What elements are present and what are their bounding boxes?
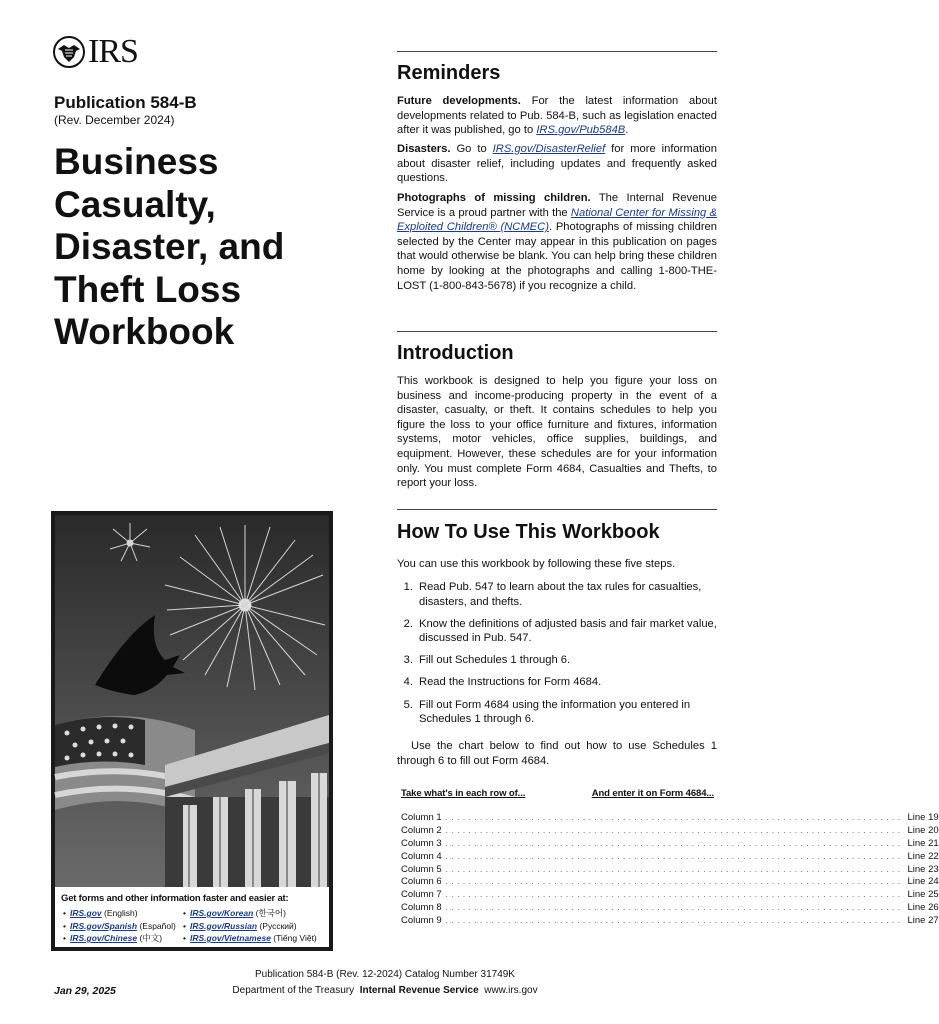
leader-dots: ................................................................................ (445, 916, 904, 926)
footer-dept: Department of the Treasury (232, 985, 355, 996)
language-label: (한국어) (255, 908, 286, 918)
step-text: Read Pub. 547 to learn about the tax rules for casualties, disasters, and thefts. (419, 581, 702, 608)
column-label: Column 8 (401, 902, 442, 914)
line-label: Line 22 (907, 850, 939, 862)
table-header-right: And enter it on Form 4684... (591, 788, 714, 799)
future-developments-text: For the latest information about developments related to Pub. 584-B, such as legislation enacted after it was published, go to (397, 95, 718, 137)
cover-photo (51, 511, 333, 951)
pub584b-link[interactable]: IRS.gov/Pub584B (536, 124, 626, 137)
disasters-lead: Disasters. (397, 143, 451, 155)
step-text: Fill out Form 4684 using the information you entered in Schedules 1 through 6. (419, 698, 691, 726)
line-label: Line 20 (907, 824, 939, 836)
step-number: 4. (403, 676, 413, 689)
caption-heading: Get forms and other information faster and easier at: (61, 893, 289, 904)
missing-children-lead: Photographs of missing children. (397, 192, 591, 204)
step-number: 2. (403, 617, 413, 630)
table-row (401, 863, 939, 877)
table-row (401, 889, 939, 902)
line-label: Line 25 (907, 889, 939, 901)
ncmec-link[interactable]: National Center for Missing & Exploited Children® (NCMEC) (397, 206, 717, 234)
line-label: Line 26 (907, 902, 939, 914)
steps-list (397, 580, 717, 734)
leader-dots: ................................................................................ (445, 813, 904, 822)
form-4684-table (401, 788, 939, 928)
footer-department (0, 985, 770, 996)
how-to-intro: You can use this workbook by following these five steps. (397, 558, 676, 570)
table-rows (401, 812, 939, 928)
future-developments-lead: Future developments. (397, 95, 521, 107)
step-item (397, 617, 717, 646)
line-label: Line 27 (907, 915, 939, 927)
step-number: 3. (403, 654, 413, 667)
step-item (397, 698, 717, 727)
step-number: 1. (403, 581, 413, 593)
chart-intro: Use the chart below to find out how to use Schedules 1 through 6 to fill out Form 4684. (397, 740, 717, 767)
publication-number: Publication 584-B (54, 93, 197, 112)
caption-links-right (183, 907, 317, 945)
step-number: 5. (403, 698, 413, 711)
leader-dots: ................................................................................ (445, 851, 904, 861)
disasters-paragraph (397, 142, 717, 186)
caption-link-item: • IRS.gov/Spanish (Español) (63, 920, 176, 931)
line-label: Line 19 (907, 812, 939, 823)
footer-catalog: Publication 584-B (Rev. 12-2024) Catalog Number 31749K (255, 969, 515, 980)
section-divider (397, 51, 717, 52)
caption-link-item: • IRS.gov/Vietnamese (Tiếng Việt) (183, 933, 317, 943)
caption-link-item: • IRS.gov/Chinese (中文) (63, 933, 163, 943)
title-line: Business (54, 141, 219, 182)
section-divider (397, 331, 717, 332)
table-row (401, 915, 939, 928)
disasters-text: for more information about disaster relief, including updates and frequently asked questions. (397, 143, 717, 185)
logo-text: IRS (88, 33, 138, 70)
leader-dots: ................................................................................ (445, 903, 904, 913)
table-header (401, 788, 714, 799)
reminders-heading: Reminders (397, 62, 501, 84)
footer-irs: Internal Revenue Service (359, 985, 479, 996)
step-text: Read the Instructions for Form 4684. (419, 676, 602, 689)
disasters-text: Go to (450, 143, 493, 155)
cover-illustration (55, 515, 329, 887)
leader-dots: ................................................................................ (445, 877, 904, 887)
spanish-link[interactable]: IRS.gov/Spanish (69, 920, 138, 931)
caption-links-left (63, 907, 176, 945)
table-row (401, 902, 939, 915)
korean-link[interactable]: IRS.gov/Korean (189, 908, 254, 918)
russian-link[interactable]: IRS.gov/Russian (189, 920, 258, 931)
table-row (401, 824, 939, 838)
footer-date: Jan 29, 2025 (54, 985, 116, 997)
step-item (397, 580, 717, 609)
missing-children-text: The Internal Revenue Service is a proud partner with the (397, 192, 717, 219)
column-label: Column 3 (401, 837, 442, 849)
language-label: (English) (104, 908, 138, 918)
introduction-text: This workbook is designed to help you figure your loss on business and income-producing property in the event of a disaster, casualty, or theft. It contains schedules to help you figure the loss to your office furniture and fixtures, information systems, motor vehicles, office supplies, buildings, and equipment. However, these schedules are for your information only. You must complete Form 4684, Casualties and Thefts, to report your loss. (397, 375, 717, 490)
column-label: Column 9 (401, 915, 442, 927)
line-label: Line 23 (907, 863, 939, 875)
introduction-heading: Introduction (397, 342, 514, 364)
irs-eagle-icon (52, 35, 86, 69)
table-row (401, 876, 939, 889)
table-row (401, 837, 939, 851)
how-to-heading: How To Use This Workbook (397, 521, 660, 543)
leader-dots: ................................................................................ (445, 864, 904, 874)
footer-web[interactable]: www.irs.gov (484, 985, 538, 996)
title-line: Workbook (54, 311, 235, 352)
column-label: Column 6 (401, 876, 442, 888)
vietnamese-link[interactable]: IRS.gov/Vietnamese (189, 933, 271, 943)
column-label: Column 2 (401, 824, 442, 836)
title-line: Casualty, (54, 183, 216, 225)
table-header-left: Take what's in each row of... (401, 788, 526, 799)
irs-gov-link[interactable]: IRS.gov (69, 908, 102, 918)
column-label: Column 7 (401, 889, 442, 901)
title-line: Theft Loss (54, 268, 242, 310)
section-divider (397, 509, 717, 510)
column-label: Column 4 (401, 850, 442, 862)
line-label: Line 24 (907, 876, 939, 888)
table-row (401, 850, 939, 864)
step-item (397, 675, 717, 690)
caption-link-item: • IRS.gov/Russian (Русский) (183, 920, 297, 931)
step-text: Fill out Schedules 1 through 6. (419, 654, 571, 667)
column-label: Column 1 (401, 812, 442, 823)
language-label: (Tiếng Việt) (273, 933, 317, 943)
line-label: Line 21 (907, 837, 939, 849)
step-item (397, 653, 717, 668)
disaster-relief-link[interactable]: IRS.gov/DisasterRelief (492, 143, 606, 155)
photo-caption (55, 887, 329, 947)
language-label: (Español) (139, 920, 176, 931)
step-text: Know the definitions of adjusted basis and fair market value, discussed in Pub. 547. (419, 617, 717, 645)
future-developments-paragraph (397, 94, 717, 138)
caption-link-item: • IRS.gov (English) (63, 908, 138, 918)
title-line: Disaster, and (54, 226, 285, 267)
table-row (401, 812, 939, 825)
irs-logo (52, 34, 162, 70)
leader-dots: ................................................................................ (445, 825, 904, 835)
missing-children-paragraph (397, 191, 717, 293)
leader-dots: ................................................................................ (445, 838, 904, 848)
chinese-link[interactable]: IRS.gov/Chinese (69, 933, 138, 943)
missing-children-text: . Photographs of missing children selected by the Center may appear in this publication on pages that would otherwise be blank. You can help bring these children home by looking at the photographs and calling 1-800-THE-LOST (1-800-843-5678) if you recognize a child. (397, 221, 717, 292)
page-title (54, 141, 354, 354)
column-label: Column 5 (401, 863, 442, 875)
language-label: (Русский) (259, 920, 297, 931)
leader-dots: ................................................................................ (445, 890, 904, 900)
period: . (625, 124, 629, 137)
caption-link-item: • IRS.gov/Korean (한국어) (183, 908, 286, 918)
revision-date: (Rev. December 2024) (54, 113, 175, 127)
language-label: (中文) (139, 933, 163, 943)
